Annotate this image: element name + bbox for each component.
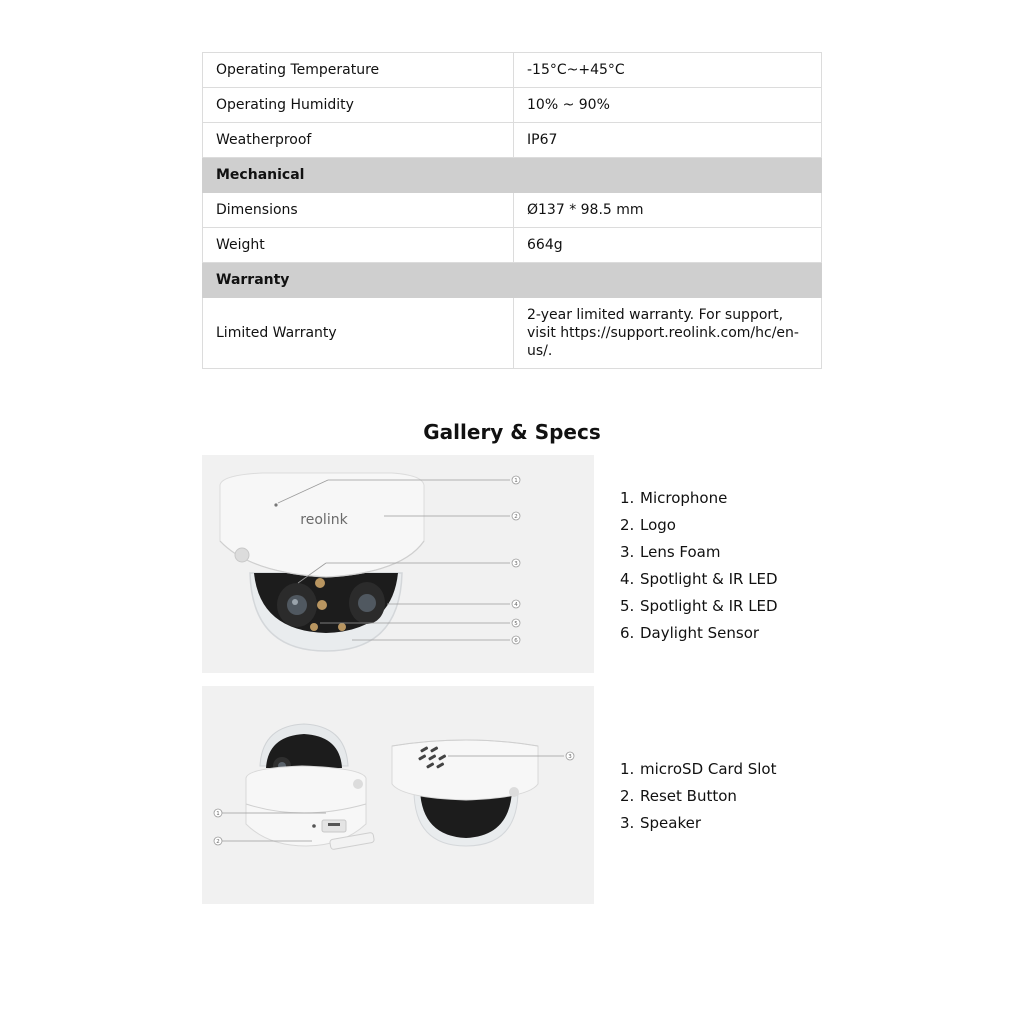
list-label: Reset Button — [640, 787, 737, 805]
side-features-list — [620, 756, 777, 837]
spec-row — [203, 228, 822, 263]
section-header-warranty — [203, 263, 822, 298]
spec-row — [203, 193, 822, 228]
list-item — [620, 485, 778, 512]
list-item — [620, 512, 778, 539]
list-number: 6. — [620, 624, 635, 642]
spec-row — [203, 123, 822, 158]
camera-front-illustration — [202, 455, 594, 673]
list-number: 3. — [620, 814, 635, 832]
spec-value: 10% ~ 90% — [514, 88, 822, 123]
list-label: Spotlight & IR LED — [640, 597, 778, 615]
spec-label: Weatherproof — [203, 123, 514, 158]
list-item — [620, 566, 778, 593]
callout-number: 5 — [514, 621, 518, 627]
camera-side-illustration — [202, 686, 594, 904]
list-label: Logo — [640, 516, 676, 534]
callout-number: 3 — [568, 754, 572, 760]
list-number: 3. — [620, 543, 635, 561]
list-item — [620, 539, 778, 566]
list-item — [620, 756, 777, 783]
callout-number: 2 — [514, 514, 518, 520]
spec-row — [203, 298, 822, 369]
spec-value: -15°C~+45°C — [514, 53, 822, 88]
section-heading: Warranty — [203, 263, 514, 298]
list-number: 1. — [620, 489, 635, 507]
spec-label: Operating Temperature — [203, 53, 514, 88]
callout-number: 3 — [514, 561, 518, 567]
spec-label: Limited Warranty — [203, 298, 514, 369]
spec-label: Weight — [203, 228, 514, 263]
list-label: Daylight Sensor — [640, 624, 760, 642]
callout-number: 1 — [514, 478, 518, 484]
callout-number: 1 — [216, 811, 220, 817]
list-label: microSD Card Slot — [640, 760, 777, 778]
section-heading-filler — [514, 158, 822, 193]
list-number: 2. — [620, 516, 635, 534]
section-header-mechanical — [203, 158, 822, 193]
list-item — [620, 783, 777, 810]
list-item — [620, 810, 777, 837]
list-label: Microphone — [640, 489, 728, 507]
front-features-list — [620, 485, 778, 647]
list-label: Speaker — [640, 814, 702, 832]
spec-label: Dimensions — [203, 193, 514, 228]
list-item — [620, 620, 778, 647]
spec-value: 2-year limited warranty. For support, visit https://support.reolink.com/hc/en-us/. — [514, 298, 822, 369]
callout-number: 6 — [514, 638, 518, 644]
section-heading-filler — [514, 263, 822, 298]
list-number: 5. — [620, 597, 635, 615]
list-label: Lens Foam — [640, 543, 721, 561]
list-number: 1. — [620, 760, 635, 778]
spec-value: IP67 — [514, 123, 822, 158]
list-number: 4. — [620, 570, 635, 588]
spec-row — [203, 88, 822, 123]
section-heading: Mechanical — [203, 158, 514, 193]
callout-number: 2 — [216, 839, 220, 845]
spec-label: Operating Humidity — [203, 88, 514, 123]
spec-table — [202, 52, 822, 369]
list-label: Spotlight & IR LED — [640, 570, 778, 588]
callout-number: 4 — [514, 602, 518, 608]
gallery-title: Gallery & Specs — [423, 420, 601, 444]
list-number: 2. — [620, 787, 635, 805]
camera-side-image — [202, 686, 594, 904]
spec-value: 664g — [514, 228, 822, 263]
spec-value: Ø137 * 98.5 mm — [514, 193, 822, 228]
brand-logo-text: reolink — [300, 512, 348, 528]
camera-front-image — [202, 455, 594, 673]
spec-row — [203, 53, 822, 88]
list-item — [620, 593, 778, 620]
